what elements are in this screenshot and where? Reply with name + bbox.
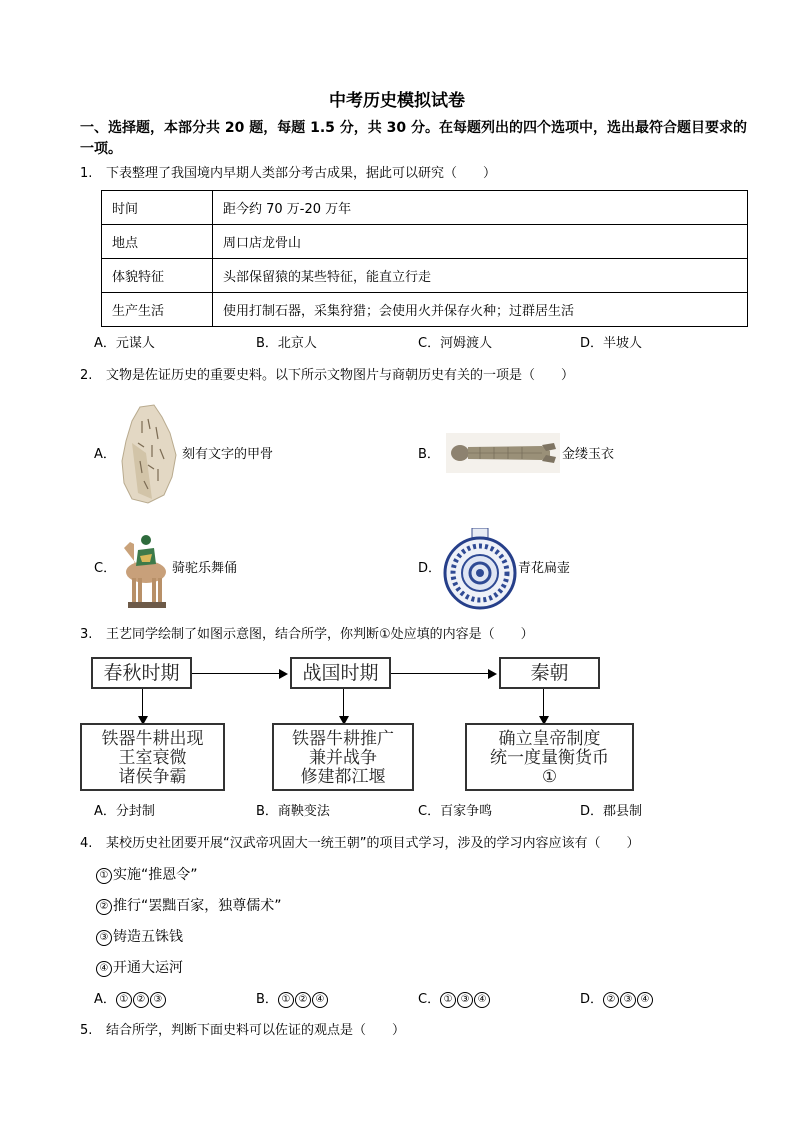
option-b[interactable]: B．北京人 <box>256 336 317 351</box>
flow-detail-line: 铁器牛耕推广 <box>292 729 394 749</box>
question-number: 1. <box>80 166 93 181</box>
question-4 <box>80 835 639 853</box>
option-letter: B． <box>256 992 278 1007</box>
question-stem: 王艺同学绘制了如图示意图，结合所学，你判断①处应填的内容是（ ） <box>106 627 534 642</box>
option-b-letter[interactable]: B． <box>418 447 440 462</box>
circled-number: ② <box>295 992 311 1008</box>
table-key: 生产生活 <box>102 293 213 327</box>
circled-number: ① <box>278 992 294 1008</box>
circled-number: ① <box>440 992 456 1008</box>
option-letter: D． <box>580 992 604 1007</box>
circled-number: ① <box>96 868 112 884</box>
option-c[interactable]: C．百家争鸣 <box>418 804 493 819</box>
statement-item <box>96 959 183 977</box>
option-letter: C． <box>418 992 441 1007</box>
circled-number: ① <box>116 992 132 1008</box>
question-number: 3. <box>80 627 93 642</box>
statement-item <box>96 866 198 884</box>
option-d-label: 青花扁壶 <box>518 561 571 576</box>
option-b-label: 金缕玉衣 <box>562 447 615 462</box>
table-key: 时间 <box>102 191 213 225</box>
statement-item <box>96 928 183 946</box>
circled-number: ③ <box>620 992 636 1008</box>
flow-detail-qin <box>465 723 634 791</box>
circled-number: ③ <box>457 992 473 1008</box>
table-row <box>102 225 748 259</box>
table-key: 体貌特征 <box>102 259 213 293</box>
option-a-label: 刻有文字的甲骨 <box>182 447 274 462</box>
circled-number: ④ <box>637 992 653 1008</box>
table-value: 周口店龙骨山 <box>213 225 748 259</box>
table-key: 地点 <box>102 225 213 259</box>
question-1 <box>80 165 496 183</box>
table-value: 使用打制石器，采集狩猎；会使用火并保存火种；过群居生活 <box>213 293 748 327</box>
flow-detail-line: 王室衰微 <box>118 748 187 768</box>
question-number: 5. <box>80 1023 93 1038</box>
statement-item <box>96 897 282 915</box>
option-c-letter[interactable]: C． <box>94 561 117 576</box>
statement-text: 推行“罢黜百家，独尊儒术” <box>113 898 282 914</box>
circled-number: ③ <box>96 930 112 946</box>
question-stem: 下表整理了我国境内早期人类部分考古成果，据此可以研究（ ） <box>106 166 497 181</box>
option-b[interactable] <box>256 991 329 1009</box>
question-5 <box>80 1022 405 1040</box>
question-2 <box>80 367 574 385</box>
question-number: 2. <box>80 368 93 383</box>
flow-arrow-right <box>391 673 495 674</box>
option-d-letter[interactable]: D． <box>418 561 442 576</box>
oracle-bone-image <box>118 403 182 505</box>
table-value: 距今约 70 万-20 万年 <box>213 191 748 225</box>
option-a-letter[interactable]: A． <box>94 447 116 462</box>
flow-detail-spring-autumn <box>80 723 225 791</box>
flow-detail-line: 诸侯争霸 <box>118 767 187 787</box>
flow-detail-line: 统一度量衡货币 <box>490 748 609 768</box>
option-letter: A． <box>94 992 116 1007</box>
question-3 <box>80 626 534 644</box>
question-stem: 某校历史社团要开展“汉武帝巩固大一统王朝”的项目式学习，涉及的学习内容应该有（ ） <box>106 836 640 851</box>
circled-number: ③ <box>150 992 166 1008</box>
option-a[interactable] <box>94 991 167 1009</box>
flow-detail-line: 兼并战争 <box>309 748 377 768</box>
option-c-label: 骑驼乐舞俑 <box>172 561 238 576</box>
flow-period-warring-states: 战国时期 <box>290 657 391 689</box>
statement-text: 开通大运河 <box>113 960 183 976</box>
flow-blank-marker: ① <box>541 767 558 787</box>
page-title: 中考历史模拟试卷 <box>329 91 465 111</box>
flow-detail-line: 确立皇帝制度 <box>498 729 601 749</box>
flow-arrow-down <box>543 689 544 723</box>
option-b[interactable]: B．商鞅变法 <box>256 804 330 819</box>
statement-text: 实施“推恩令” <box>113 867 198 883</box>
flow-detail-warring-states <box>272 723 414 791</box>
flow-detail-line: 修建都江堰 <box>300 767 386 787</box>
option-d[interactable]: D．半坡人 <box>580 336 643 351</box>
option-c[interactable] <box>418 991 491 1009</box>
circled-number: ② <box>133 992 149 1008</box>
circled-number: ② <box>96 899 112 915</box>
circled-number: ④ <box>312 992 328 1008</box>
question-number: 4. <box>80 836 93 851</box>
blue-white-flask-image <box>442 528 518 610</box>
flow-arrow-down <box>343 689 344 723</box>
jade-suit-image <box>446 433 560 473</box>
archaeology-table <box>101 190 748 327</box>
table-value: 头部保留猿的某些特征，能直立行走 <box>213 259 748 293</box>
table-row <box>102 191 748 225</box>
circled-number: ② <box>603 992 619 1008</box>
circled-number: ④ <box>96 961 112 977</box>
option-a[interactable]: A．元谋人 <box>94 336 155 351</box>
flow-arrow-down <box>142 689 143 723</box>
option-a[interactable]: A．分封制 <box>94 804 155 819</box>
camel-figurine-image <box>118 528 170 610</box>
statement-text: 铸造五铢钱 <box>113 929 183 945</box>
question-stem: 结合所学，判断下面史料可以佐证的观点是（ ） <box>106 1023 406 1038</box>
table-row <box>102 259 748 293</box>
option-d[interactable]: D．郡县制 <box>580 804 643 819</box>
flow-period-spring-autumn: 春秋时期 <box>91 657 192 689</box>
flow-period-qin: 秦朝 <box>499 657 600 689</box>
flow-detail-line: 铁器牛耕出现 <box>101 729 204 749</box>
question-stem: 文物是佐证历史的重要史料。以下所示文物图片与商朝历史有关的一项是（ ） <box>106 368 575 383</box>
flow-arrow-right <box>192 673 286 674</box>
section-header: 一、选择题，本部分共 20 题，每题 1.5 分，共 30 分。在每题列出的四个选项中，选出最符合题目要求的一项。 <box>80 120 748 157</box>
option-c[interactable]: C．河姆渡人 <box>418 336 493 351</box>
circled-number: ④ <box>474 992 490 1008</box>
table-row <box>102 293 748 327</box>
option-d[interactable] <box>580 991 654 1009</box>
